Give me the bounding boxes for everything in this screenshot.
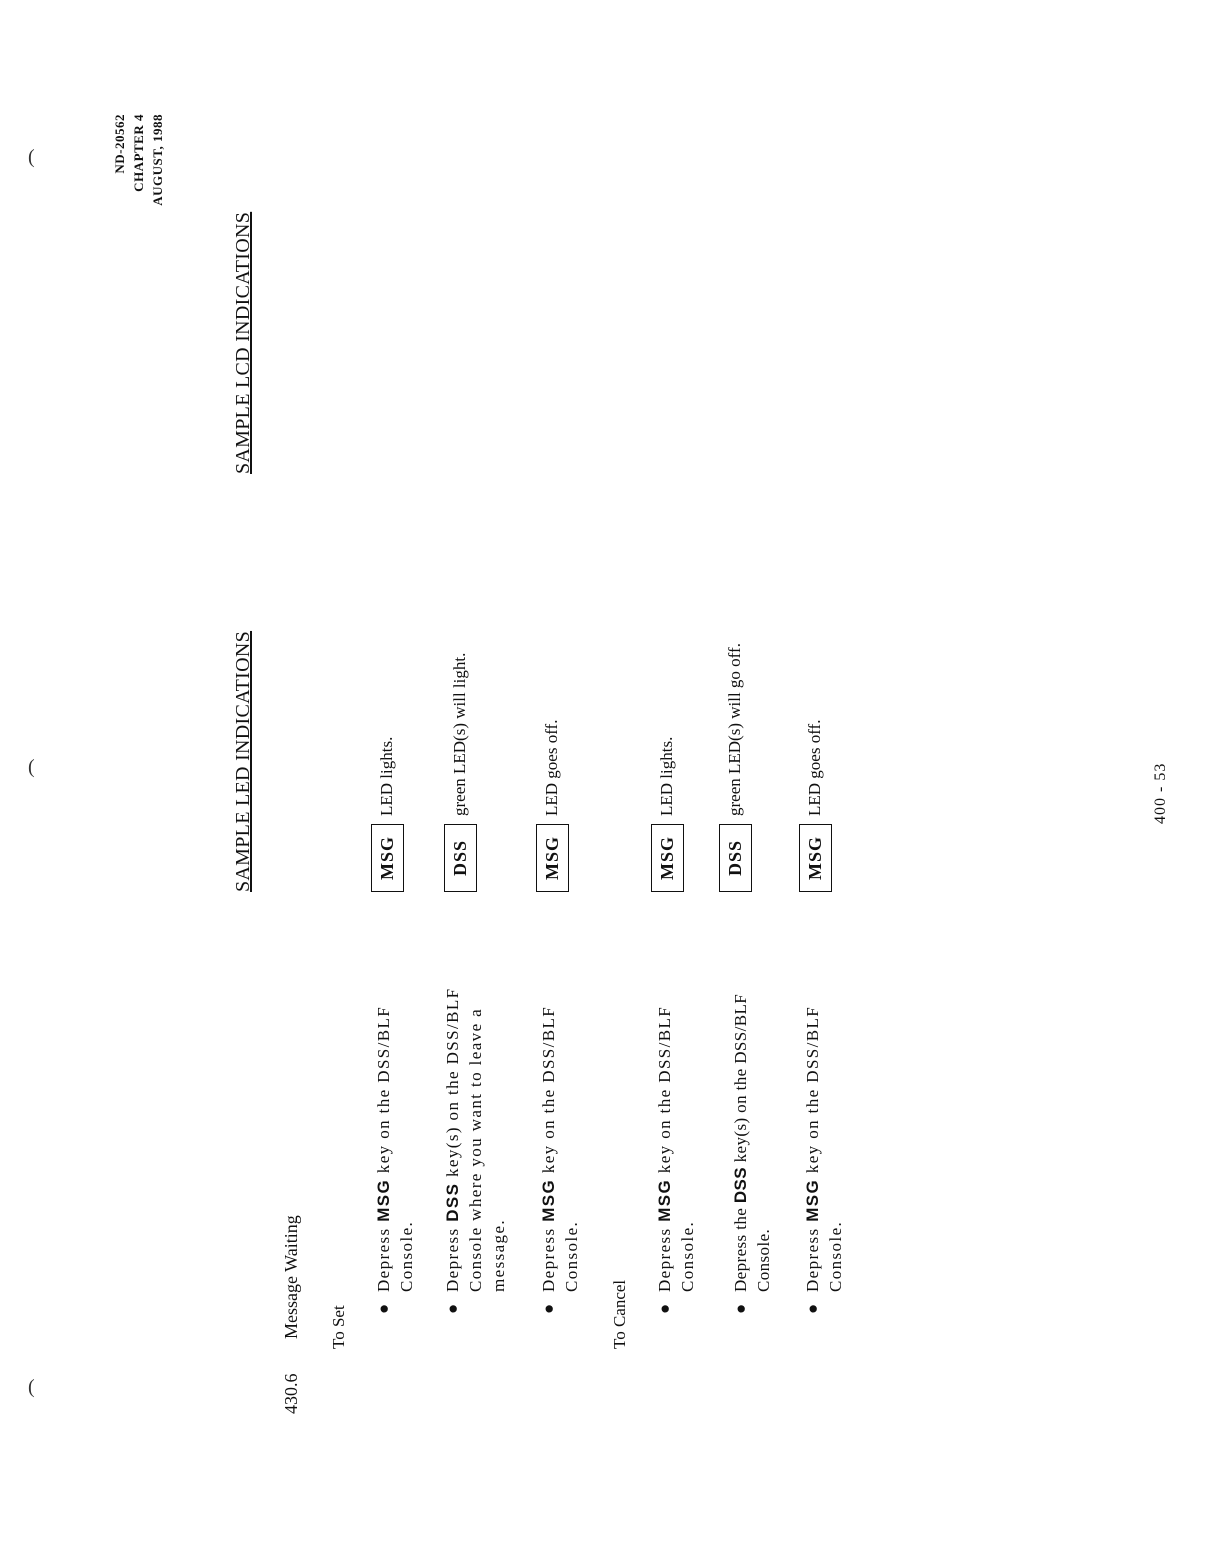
led-indication: LED goes off. xyxy=(542,719,561,816)
bullet-icon: ● xyxy=(539,1303,558,1314)
bullet-icon: ● xyxy=(731,1303,750,1314)
date-label: AUGUST, 1988 xyxy=(150,114,165,206)
section-title: Message Waiting xyxy=(281,1215,301,1339)
msg-key-indicator: MSG xyxy=(799,824,832,892)
cancel-step-2: Depress the DSS key(s) on the DSS/BLF Console. xyxy=(731,993,773,1292)
doc-number: ND-20562 xyxy=(112,114,127,174)
to-cancel-label: To Cancel xyxy=(610,1279,629,1349)
msg-key-indicator: MSG xyxy=(536,824,569,892)
bullet-icon: ● xyxy=(655,1303,674,1314)
bullet-icon: ● xyxy=(374,1303,393,1314)
dss-key-indicator: DSS xyxy=(719,824,752,892)
page-number: 400 - 53 xyxy=(1152,762,1169,824)
msg-key-indicator: MSG xyxy=(371,824,404,892)
bullet-icon: ● xyxy=(443,1303,462,1314)
msg-key-indicator: MSG xyxy=(651,824,684,892)
to-set-label: To Set xyxy=(329,1305,348,1349)
led-indication: LED lights. xyxy=(377,736,396,816)
margin-mark: ( xyxy=(28,756,35,778)
chapter-label: CHAPTER 4 xyxy=(131,114,146,192)
bullet-icon: ● xyxy=(803,1303,822,1314)
cancel-step-3: Depress MSG key on the DSS/BLF Console. xyxy=(803,1005,845,1292)
led-column-heading: SAMPLE LED INDICATIONS xyxy=(232,630,254,892)
led-indication: LED lights. xyxy=(657,736,676,816)
cancel-step-1: Depress MSG key on the DSS/BLF Console. xyxy=(655,1005,697,1292)
set-step-1: Depress MSG key on the DSS/BLF Console. xyxy=(374,1005,416,1292)
section-number: 430.6 xyxy=(281,1373,301,1414)
margin-mark: ( xyxy=(28,1376,35,1398)
lcd-column-heading: SAMPLE LCD INDICATIONS xyxy=(232,211,254,474)
led-indication: green LED(s) will go off. xyxy=(725,643,744,816)
led-indication: green LED(s) will light. xyxy=(450,652,469,816)
dss-key-indicator: DSS xyxy=(444,824,477,892)
set-step-2: Depress DSS key(s) on the DSS/BLF Console where you want to leave a message. xyxy=(443,987,508,1292)
margin-mark: ( xyxy=(28,146,35,168)
set-step-3: Depress MSG key on the DSS/BLF Console. xyxy=(539,1005,581,1292)
led-indication: LED goes off. xyxy=(805,719,824,816)
